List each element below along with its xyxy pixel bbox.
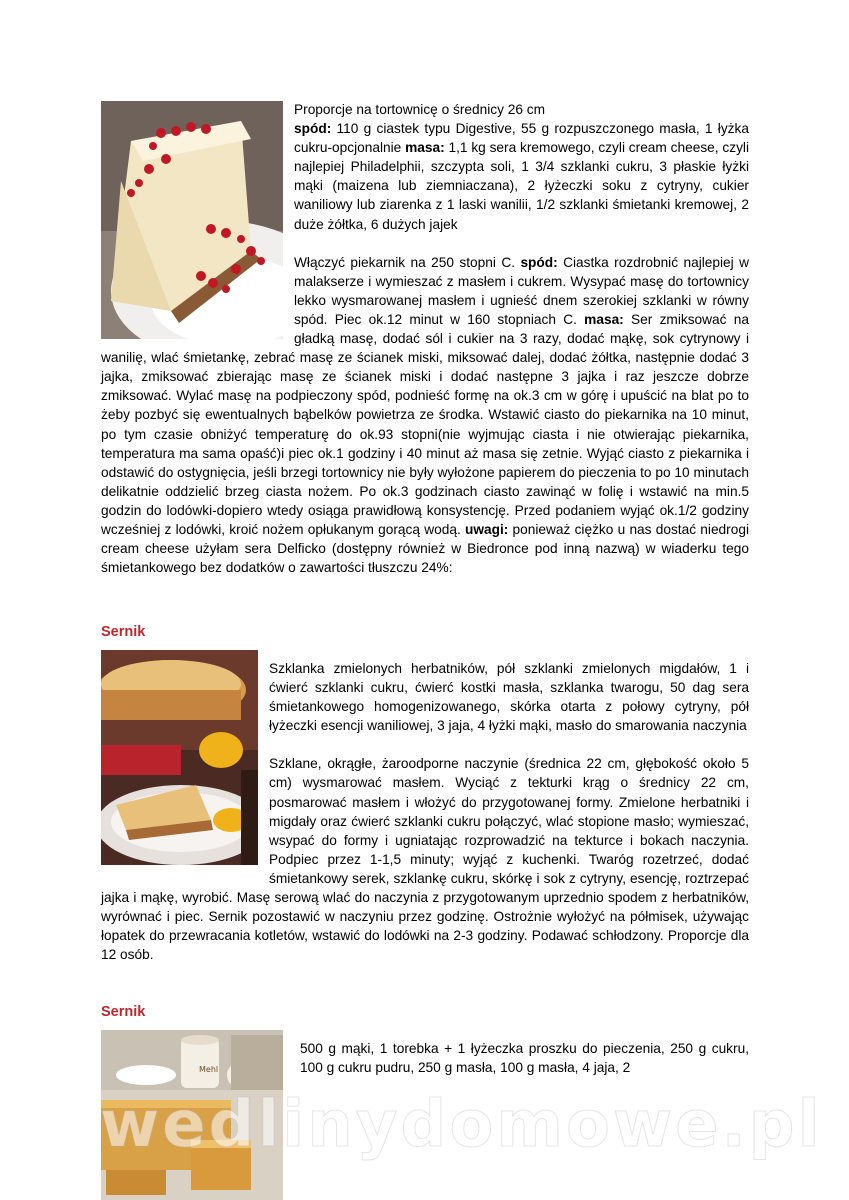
jar-label: Mehl	[199, 1065, 219, 1074]
masa-label-2: masa:	[584, 311, 624, 327]
spod-label-2: spód:	[520, 254, 558, 270]
photo-credit: ©dziunis	[229, 326, 261, 334]
uwagi-label: uwagi:	[464, 521, 509, 537]
spod-ingredients: 110 g ciastek typu Digestive, 55 g rozpuszczonego masła, 1 łyżka cukru-opcjonalnie	[294, 121, 749, 156]
recipe2-title: Sernik	[101, 624, 146, 640]
recipe1-intro: Proporcje na tortownicę o średnicy 26 cm	[294, 102, 546, 117]
recipe1-text	[101, 100, 749, 577]
recipe1-step-b: Ciastka rozdrobnić najlepiej w malakserze i wymieszać z masłem i cukrem. Wysypać masę do tortownicy lekko wysmarowanej masłem i ugnieść dnem szerokiej szklanki w równy spód. Piec ok.12 minut w 160 stopniach C.	[294, 254, 749, 327]
watermark: wedlinydomowe.pl	[100, 1088, 823, 1162]
masa-label: masa:	[405, 140, 445, 156]
recipe3-ingredients: 500 g mąki, 1 torebka + 1 łyżeczka proszku do pieczenia, 250 g cukru, 100 g cukru pudru, 250 g masła, 100 g masła, 4 jaja, 2	[300, 1041, 749, 1076]
recipe1-step-a: Włączyć piekarnik na 250 stopni C.	[294, 254, 521, 270]
recipe2-method: Szklane, okrągłe, żaroodporne naczynie (średnica 22 cm, głębokość około 5 cm) wysmarować masłem. Wyciąć z tekturki krąg o średnicy 22 cm, posmarować masłem i włożyć do przygotowanej formy. Zmielone herbatniki i migdały oraz ćwierć szklanki cukru połączyć, wlać stopione masło; wymieszać, wsypać do formy i ugniatając rozprowadzić na tekturce i bokach naczynia. Podpiec przez 1-1,5 minuty; wyjąć z kuchenki. Twaróg rozetrzeć, dodać śmietankowy serek, szklankę cukru, skórkę i sok z cytryny, esencję, roztrzepać jajka i mąkę, wyrobić. Masę serową wlać do naczynia z przygotowanym uprzednio spodem z herbatników, wyrównać i piec. Sernik pozostawić w naczyniu przez godzinę. Ostrożnie wyłożyć na półmisek, używając łopatek do przewracania kotletów, wstawić do lodówki na 2-3 godziny. Podawać schłodzony. Proporcje dla 12 osób.	[101, 756, 749, 963]
recipe3-title: Sernik	[101, 1004, 146, 1020]
recipe1-step-d: ponieważ ciężko u nas dostać niedrogi cream cheese użyłam sera Delficko (dostępny również w Biedronce pod inną nazwą) w wiaderku tego śmietankowego bez dodatków o zawartości tłuszczu 24%:	[101, 521, 749, 576]
recipe2-text	[101, 659, 749, 964]
spod-label: spód:	[294, 121, 332, 137]
masa-ingredients: 1,1 kg sera kremowego, czyli cream cheese, czyli najlepiej Philadelphii, szczypta soli, 1 3/4 szklanki cukru, 3 płaskie łyżki mąki (maizena lub ziemniaczana), 2 łyżeczki soku z cytryny, cukier waniliowy lub ziarenka z 1 laski wanilii, 1/2 szklanki śmietanki kremowej, 2 duże żółtka, 6 dużych jajek	[294, 140, 749, 232]
recipe1-step-c: Ser zmiksować na gładką masę, dodać sól i cukier na 3 razy, dodać mąkę, sok cytrynowy i wanilię, wlać śmietankę, zebrać masę ze ścianek miski, miksować dalej, dodać żółtka, następnie dodać 3 jajka, zmiksować zbierając masę ze ścianek miski i dodać następne 3 jajka i raz jeszcze dobrze zmiksować. Wylać masę na podpieczony spód, podnieść formę na ok.3 cm w górę i upuścić na blat po to żeby pozbyć się ewentualnych bąbelków powietrza ze środka. Wstawić ciasto do piekarnika na 10 minut, po tym czasie obniżyć temperaturę do ok.93 stopni(nie wyjmując ciasta i nie otwierając piekarnika, temperatura ma sama opaść)i piec ok.1 godziny i 40 minut aż masa się zetnie. Wyjąć ciasto z piekarnika i odstawić do ostygnięcia, jeśli brzegi tortownicy nie były wyłożone papierem do pieczenia to po 10 minutach delikatnie oddzielić brzeg ciasta nożem. Po ok.3 godzinach ciasto zawinąć w folię i wstawić na min.5 godzin do lodówki-dopiero wtedy osiąga prawidłową konsystencję. Przed podaniem wyjąć ok.1/2 godziny wcześniej z lodówki, kroić nożem opłukanym gorącą wodą.	[101, 311, 749, 537]
recipe2-ingredients: Szklanka zmielonych herbatników, pół szklanki zmielonych migdałów, 1 i ćwierć szklanki cukru, ćwierć kostki masła, szklanka twarogu, 50 dag sera śmietankowego homogenizowanego, skórka otarta z połowy cytryny, pół łyżeczki esencji waniliowej, 3 jaja, 4 łyżki mąki, masło do smarowania naczynia	[269, 661, 749, 734]
